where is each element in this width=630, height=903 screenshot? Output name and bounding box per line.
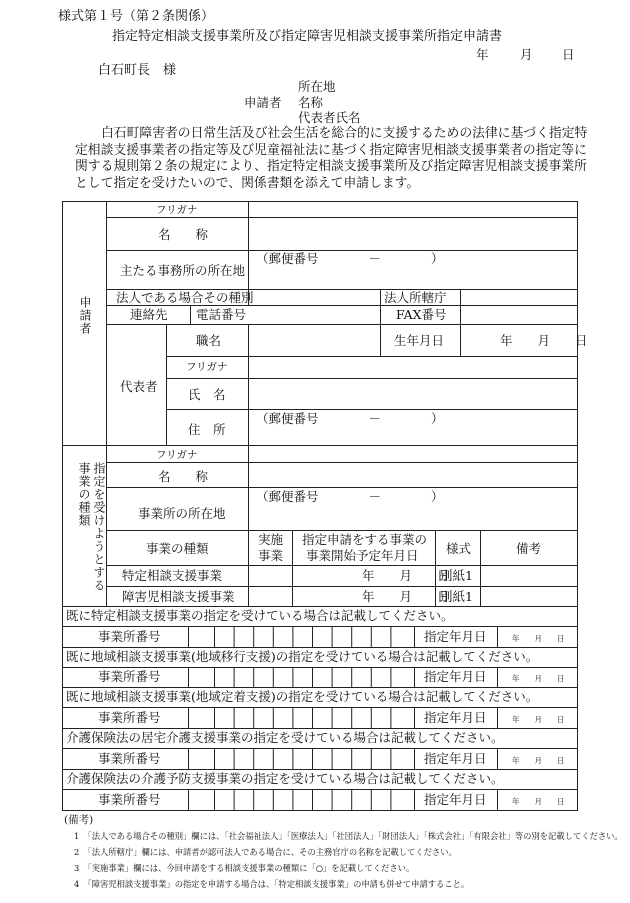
spec-date-label: 指定年月日: [424, 669, 487, 684]
rep-label: 代表者氏名: [298, 110, 361, 125]
name-label-cell: 名 称: [158, 227, 209, 242]
business-name-label: 名 称: [158, 469, 209, 484]
remarks-head: 備考: [516, 541, 542, 556]
spec-ymd: 年 月 日: [512, 756, 565, 765]
birth-label: 生年月日: [394, 333, 445, 348]
notes-title: (備考): [64, 814, 94, 826]
applicant-label: 申請者: [244, 95, 282, 110]
furigana-label: フリガナ: [156, 204, 198, 216]
spec-date-label: 指定年月日: [424, 710, 487, 725]
spec-ymd: 年 月 日: [512, 797, 565, 806]
business-row-date: 年 月 日: [362, 568, 450, 583]
note-item: 1 「法人である場合その種別」欄には、「社会福祉法人」「医療法人」「社団法人」「財団法人」「株式会社」「有限会社」等の別を記載してください。: [74, 831, 623, 841]
prior-heading: 既に地域相談支援事業(地域定着支援)の指定を受けている場合は記載してください。: [66, 689, 539, 704]
form-number: 様式第１号（第２条関係）: [58, 9, 215, 24]
rep-furigana-label: フリガナ: [186, 361, 228, 373]
rep-section-label: 代表者: [120, 379, 158, 394]
rep-address-label: 住 所: [188, 422, 226, 437]
fax-label: FAX番号: [396, 307, 447, 322]
page-title: 指定特定相談支援事業所及び指定障害児相談支援事業所指定申請書: [112, 29, 503, 44]
birth-date: 年 月 日: [500, 333, 588, 348]
office-no-label: 事業所番号: [98, 629, 161, 644]
impl-head-1: 実施: [258, 532, 284, 547]
position-label: 職名: [196, 333, 222, 348]
date-year: 年: [476, 47, 489, 62]
date-month: 月: [520, 47, 533, 62]
corp-type-label: 法人である場合その種別: [116, 290, 254, 305]
business-row-style: 別紙1: [440, 589, 473, 604]
style-head: 様式: [446, 541, 472, 556]
rep-name-label: 氏 名: [188, 387, 226, 402]
addressee: 白石町長 様: [98, 63, 177, 78]
prior-heading: 介護保険法の居宅介護支援事業の指定を受けている場合は記載してください。: [66, 730, 504, 745]
office-postal: （郵便番号 － ）: [256, 251, 444, 266]
spec-ymd: 年 月 日: [512, 634, 565, 643]
business-row-style: 別紙1: [440, 568, 473, 583]
office-no-label: 事業所番号: [98, 710, 161, 725]
phone-label: 電話番号: [196, 307, 247, 322]
prior-heading: 既に特定相談支援事業の指定を受けている場合は記載してください。: [66, 608, 454, 623]
office-no-label: 事業所番号: [98, 792, 161, 807]
business-row-date: 年 月 日: [362, 589, 450, 604]
business-row-type: 障害児相談支援事業: [122, 589, 235, 604]
type-head: 事業の種類: [146, 541, 209, 556]
prior-heading: 既に地域相談支援事業(地域移行支援)の指定を受けている場合は記載してください。: [66, 649, 539, 664]
note-item: 3 「実施事業」欄には、今回申請をする相談支援事業の種類に「○」を記載してください。: [74, 863, 415, 873]
rep-postal: （郵便番号 － ）: [256, 411, 444, 426]
note-item: 4 「障害児相談支援事業」の指定を申請する場合は、「特定相談支援事業」の申請も併せて申請すること。: [74, 879, 470, 889]
start-head-1: 指定申請をする事業の: [302, 532, 428, 547]
name-label: 名称: [298, 95, 324, 110]
office-address-label: 主たる事務所の所在地: [120, 263, 246, 278]
impl-head-2: 事業: [258, 548, 284, 563]
applicant-section-label: 申請者: [78, 296, 92, 335]
spec-date-label: 指定年月日: [424, 792, 487, 807]
spec-ymd: 年 月 日: [512, 674, 565, 683]
business-location-label: 事業所の所在地: [138, 506, 226, 521]
location-label: 所在地: [298, 79, 336, 94]
spec-date-label: 指定年月日: [424, 629, 487, 644]
office-no-label: 事業所番号: [98, 751, 161, 766]
note-item: 2 「法人所轄庁」欄には、申請者が認可法人である場合に、その主務官庁の名称を記載してください。: [74, 847, 457, 857]
start-head-2: 事業開始予定年月日: [306, 548, 419, 563]
prior-heading: 介護保険法の介護予防支援事業の指定を受けている場合は記載してください。: [66, 771, 504, 786]
office-no-label: 事業所番号: [98, 669, 161, 684]
spec-ymd: 年 月 日: [512, 715, 565, 724]
date-day: 日: [562, 47, 575, 62]
business-furigana-label: フリガナ: [156, 449, 198, 461]
corp-office-label: 法人所轄庁: [384, 290, 447, 305]
contact-label: 連絡先: [130, 307, 168, 322]
body-paragraph: 白石町障害者の日常生活及び社会生活を総合的に支援するための法律に基づく指定特定相談支援事業者の指定等及び児童福祉法に基づく指定障害児相談支援事業者の指定等に関する規則第２条の規定により、指定特定相談支援事業所及び指定障害児相談支援事業所として指定を受けたいので、関係書類を添えて申請します。: [75, 126, 588, 191]
spec-date-label: 指定年月日: [424, 751, 487, 766]
business-postal: （郵便番号 － ）: [256, 489, 444, 504]
business-section-label: 指定を受けようとする事業の種類: [77, 462, 106, 592]
business-row-type: 特定相談支援事業: [122, 568, 223, 583]
